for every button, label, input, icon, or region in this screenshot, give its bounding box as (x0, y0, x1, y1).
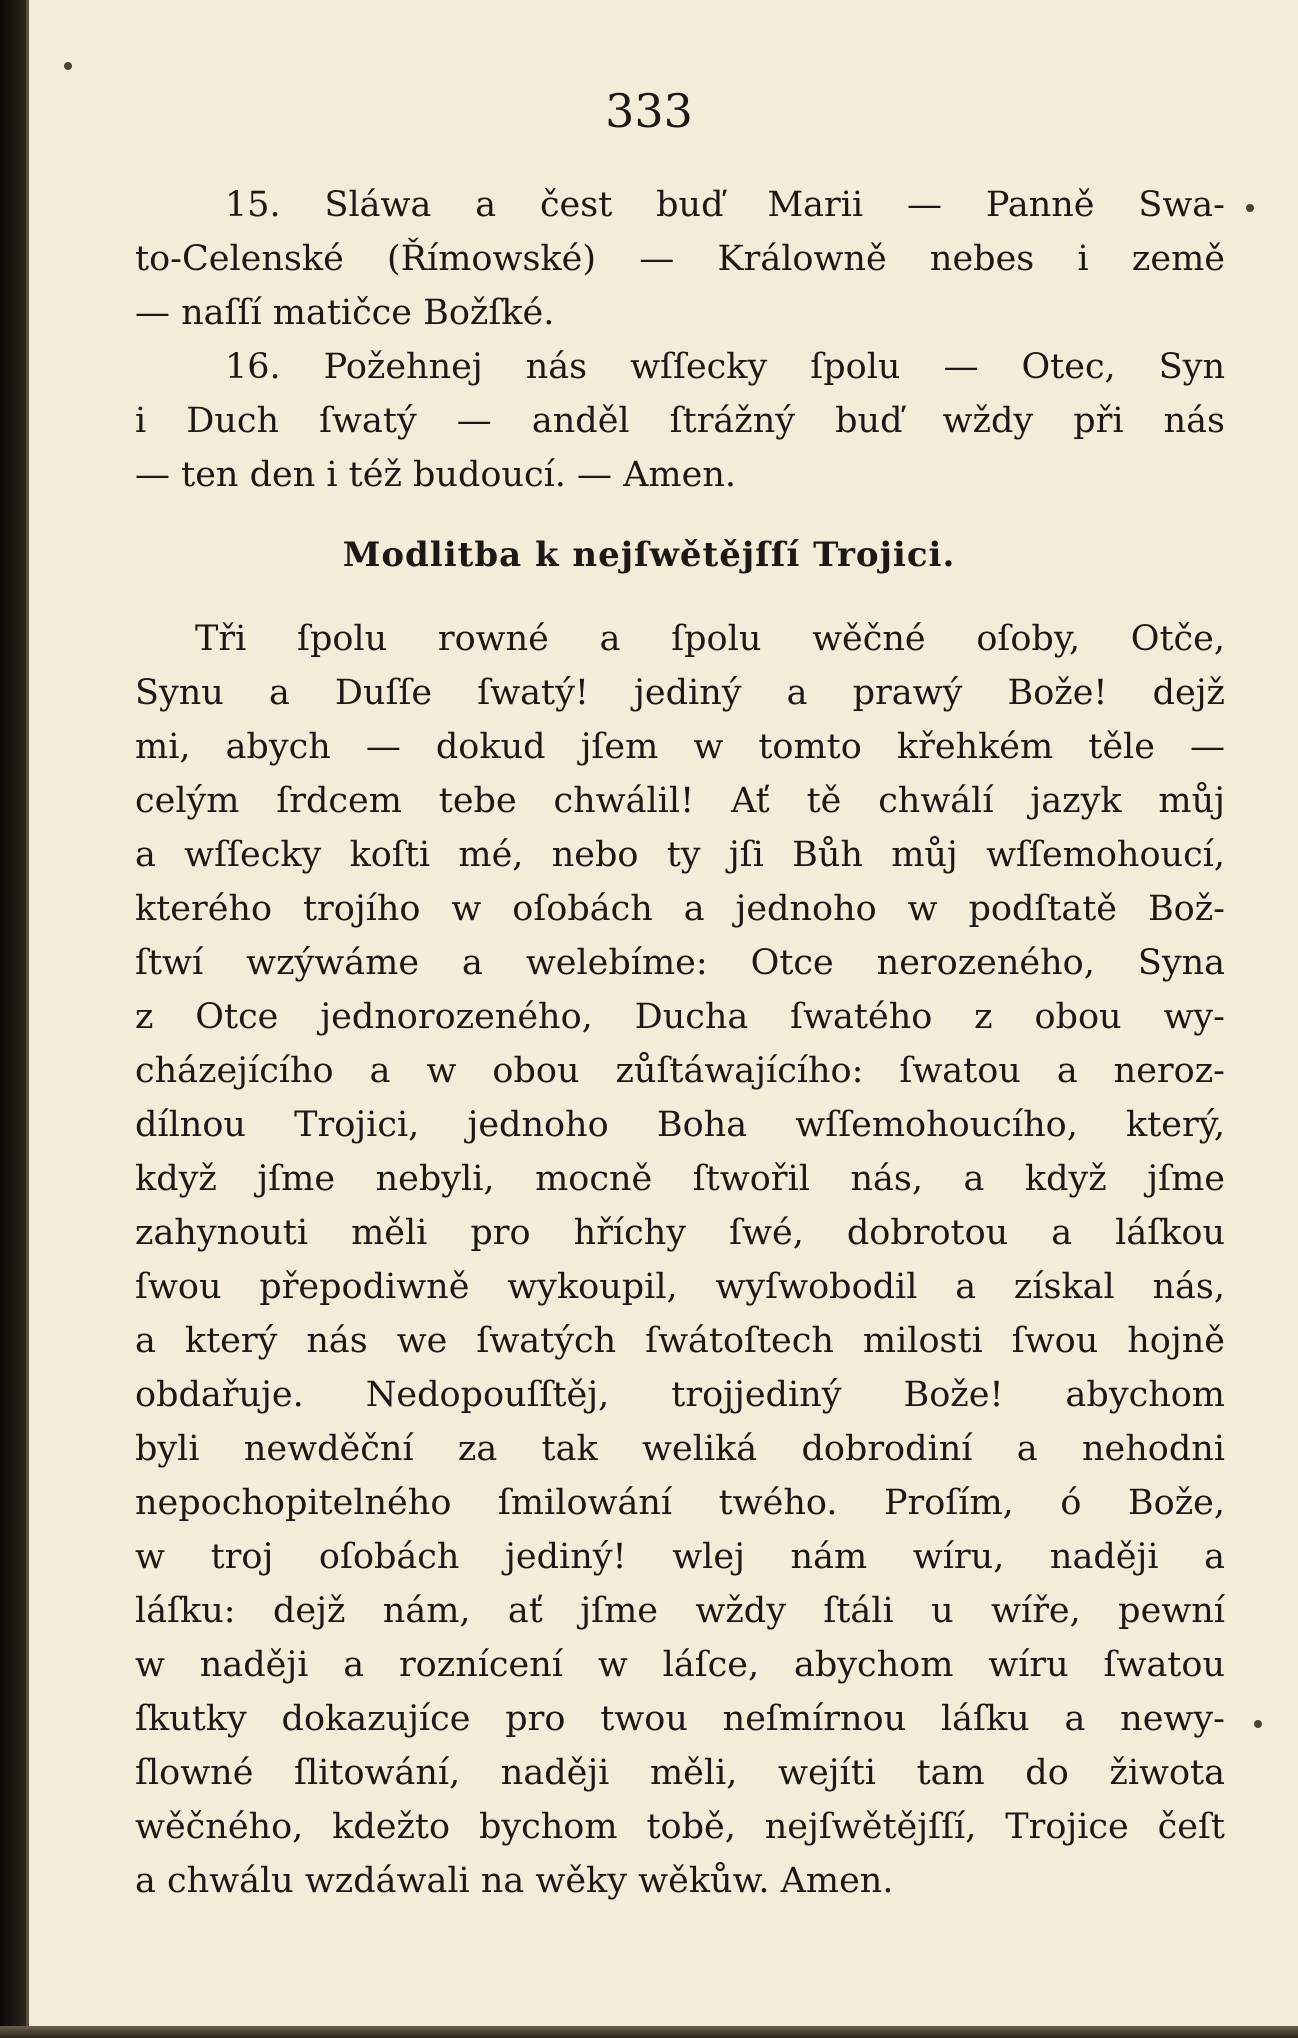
page-bottom-edge (0, 2026, 1298, 2038)
binding-edge (26, 0, 29, 2038)
prayer-line: dílnou Trojici, jednoho Boha wſſemohoucího, který, (135, 1105, 1225, 1145)
prayer-line: obdařuje. Nedopouſſtěj, trojjediný Bože! abychom (135, 1375, 1225, 1415)
prayer-line: mi, abych — dokud jſem w tomto křehkém těle — (135, 727, 1225, 767)
verse-line: to-Celenské (Římowské) — Králowně nebes i země (135, 239, 1225, 279)
page-number: 333 (605, 84, 693, 138)
prayer-line: byli newděční za tak weliká dobrodiní a nehodni (135, 1429, 1225, 1469)
prayer-line: láſku: dejž nám, ať jſme wždy ſtáli u wíře, pewní (135, 1591, 1225, 1631)
verse-line: 16. Požehnej nás wſſecky ſpolu — Otec, Syn (225, 347, 1225, 387)
prayer-line: wěčného, kdežto bychom tobě, nejſwětějſſí, Trojice čeſt (135, 1807, 1225, 1847)
paper-speck (1254, 1720, 1262, 1728)
prayer-line: když jſme nebyli, mocně ſtwořil nás, a když jſme (135, 1159, 1225, 1199)
paper-speck (64, 62, 72, 70)
prayer-line: kterého trojího w oſobách a jednoho w podſtatě Bož- (135, 889, 1225, 929)
paper-speck (1246, 204, 1254, 212)
verse-line: — naſſí matičce Božſké. (135, 293, 555, 333)
prayer-line: Synu a Duſſe ſwatý! jediný a prawý Bože! dejž (135, 673, 1225, 713)
prayer-line: ſlowné ſlitowání, naději měli, wejíti tam do žiwota (135, 1753, 1225, 1793)
prayer-line: Tři ſpolu rowné a ſpolu wěčné oſoby, Otče, (195, 619, 1225, 659)
prayer-line: ſtwí wzýwáme a welebíme: Otce nerozeného, Syna (135, 943, 1225, 983)
prayer-line: a chwálu wzdáwali na wěky wěkůw. Amen. (135, 1861, 894, 1901)
verse-line: i Duch ſwatý — anděl ſtrážný buď wždy při nás (135, 401, 1225, 441)
prayer-title: Modlitba k nejſwětějſſí Trojici. (342, 535, 956, 575)
prayer-line: cházejícího a w obou zůſtáwajícího: ſwatou a neroz- (135, 1051, 1225, 1091)
prayer-line: w troj oſobách jediný! wlej nám wíru, naději a (135, 1537, 1225, 1577)
verse-line: — ten den i též budoucí. — Amen. (135, 455, 736, 495)
prayer-line: ſkutky dokazujíce pro twou neſmírnou láſku a newy- (135, 1699, 1225, 1739)
prayer-body (135, 612, 1225, 1908)
prayer-line: nepochopitelného ſmilowání twého. Proſím, ó Bože, (135, 1483, 1225, 1523)
prayer-line: a který nás we ſwatých ſwátoſtech milosti ſwou hojně (135, 1321, 1225, 1361)
prayer-line: celým ſrdcem tebe chwálil! Ať tě chwálí jazyk můj (135, 781, 1225, 821)
prayer-line: a wſſecky koſti mé, nebo ty jſi Bůh můj wſſemohoucí, (135, 835, 1225, 875)
verse-line: 15. Sláwa a čest buď Marii — Panně Swa- (225, 185, 1225, 225)
book-binding (0, 0, 26, 2038)
prayer-line: ſwou přepodiwně wykoupil, wyſwobodil a získal nás, (135, 1267, 1225, 1307)
prayer-line: z Otce jednorozeného, Ducha ſwatého z obou wy- (135, 997, 1225, 1037)
prayer-line: w naději a roznícení w láſce, abychom wíru ſwatou (135, 1645, 1225, 1685)
prayer-line: zahynouti měli pro hříchy ſwé, dobrotou a láſkou (135, 1213, 1225, 1253)
verse-15 (135, 178, 1225, 340)
verse-16 (135, 340, 1225, 502)
